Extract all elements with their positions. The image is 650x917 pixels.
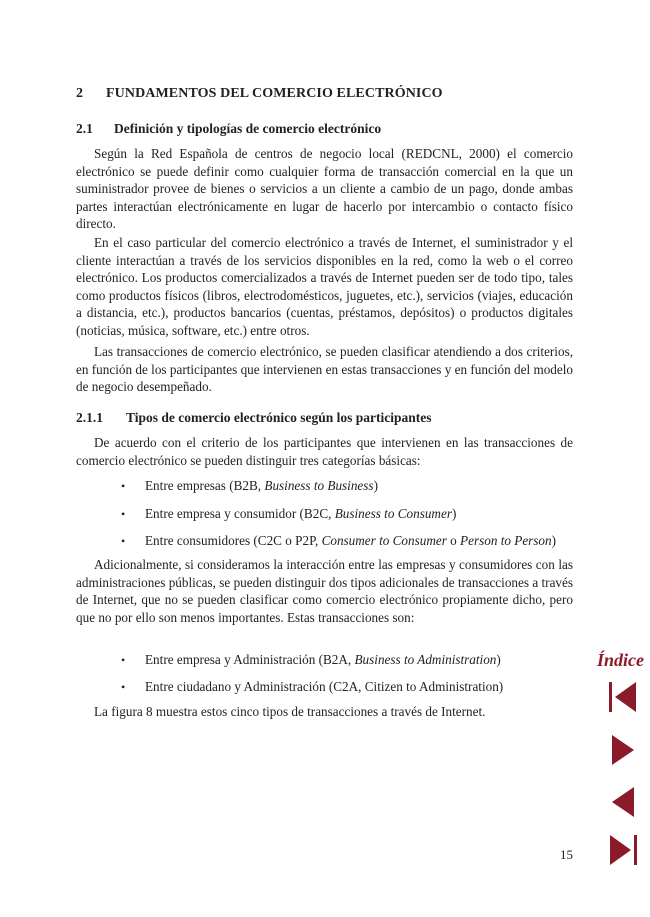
paragraph-definition: Según la Red Española de centros de negocio local (REDCNL, 2000) el comercio electrónico se puede definir como cualquier forma de transacción comercial en la que un suministrador provee de bienes o servicios a un cliente a cambio de un pago, donde ambas partes interactúan electrónicamente en lugar de hacerlo por intercambio o contacto físico directo.	[76, 146, 573, 231]
subsection-title: Tipos de comercio electrónico según los participantes	[126, 410, 432, 425]
index-link[interactable]: Índice	[597, 650, 644, 670]
chapter-title: FUNDAMENTOS DEL COMERCIO ELECTRÓNICO	[106, 86, 443, 101]
subsection-number: 2.1.1	[76, 410, 103, 425]
list-item: • Entre empresa y Administración (B2A, Business to Administration)	[121, 652, 501, 667]
paragraph-internet: En el caso particular del comercio electrónico a través de Internet, el suministrador y el cliente interactúan a través de los servicios disponibles en la red, como la web o el correo electrónico. Los productos comercializados a través de Internet pueden ser de todo tipo, tales como productos físicos (libros, electrodomésticos, juguetes, etc.), servicios (viajes, educación a distancia, etc.), productos bancarios (cuentas, préstamos, depósitos) o productos digitales (noticias, música, software, etc.) entre otros.	[76, 235, 573, 338]
list-item: • Entre ciudadano y Administración (C2A, Citizen to Administration)	[121, 679, 504, 694]
section-number: 2.1	[76, 121, 93, 136]
first-page-button[interactable]	[606, 680, 640, 714]
previous-page-button[interactable]	[606, 785, 640, 819]
list-item: • Entre empresas (B2B, Business to Business)	[121, 478, 378, 493]
paragraph-administration: Adicionalmente, si consideramos la interacción entre las empresas y consumidores con las administraciones públicas, se pueden distinguir dos tipos adicionales de transacciones a través de Internet, que no se pueden clasificar como comercio electrónico propiamente dicho, pero que no por ello son menos importantes. Estas transacciones son:	[76, 557, 573, 625]
bullet-icon: •	[121, 653, 126, 667]
paragraph-figure-ref: La figura 8 muestra estos cinco tipos de transacciones a través de Internet.	[94, 704, 486, 719]
subsection-heading	[76, 410, 431, 426]
last-page-button[interactable]	[606, 833, 640, 867]
next-arrow-icon	[606, 733, 640, 767]
bullet-icon: •	[121, 479, 126, 493]
chapter-number: 2	[76, 86, 84, 101]
next-page-button[interactable]	[606, 733, 640, 767]
bullet-icon: •	[121, 534, 126, 548]
paragraph-participants: De acuerdo con el criterio de los participantes que intervienen en las transacciones de comercio electrónico se pueden distinguir tres categorías básicas:	[76, 435, 573, 468]
list-item: • Entre consumidores (C2C o P2P, Consumer to Consumer o Person to Person)	[121, 533, 557, 548]
last-page-icon	[606, 833, 640, 867]
first-page-icon	[606, 680, 640, 714]
bullet-icon: •	[121, 507, 126, 521]
chapter-heading	[76, 86, 443, 102]
paragraph-criteria: Las transacciones de comercio electrónico, se pueden clasificar atendiendo a dos criterios, en función de los participantes que intervienen en estas transacciones y en función del modelo de negocio desempeñado.	[76, 344, 573, 394]
section-title: Definición y tipologías de comercio electrónico	[114, 121, 382, 136]
section-heading	[76, 121, 381, 137]
page-number: 15	[560, 847, 573, 862]
list-item: • Entre empresa y consumidor (B2C, Business to Consumer)	[121, 506, 457, 521]
previous-arrow-icon	[606, 785, 640, 819]
bullet-icon: •	[121, 680, 126, 694]
